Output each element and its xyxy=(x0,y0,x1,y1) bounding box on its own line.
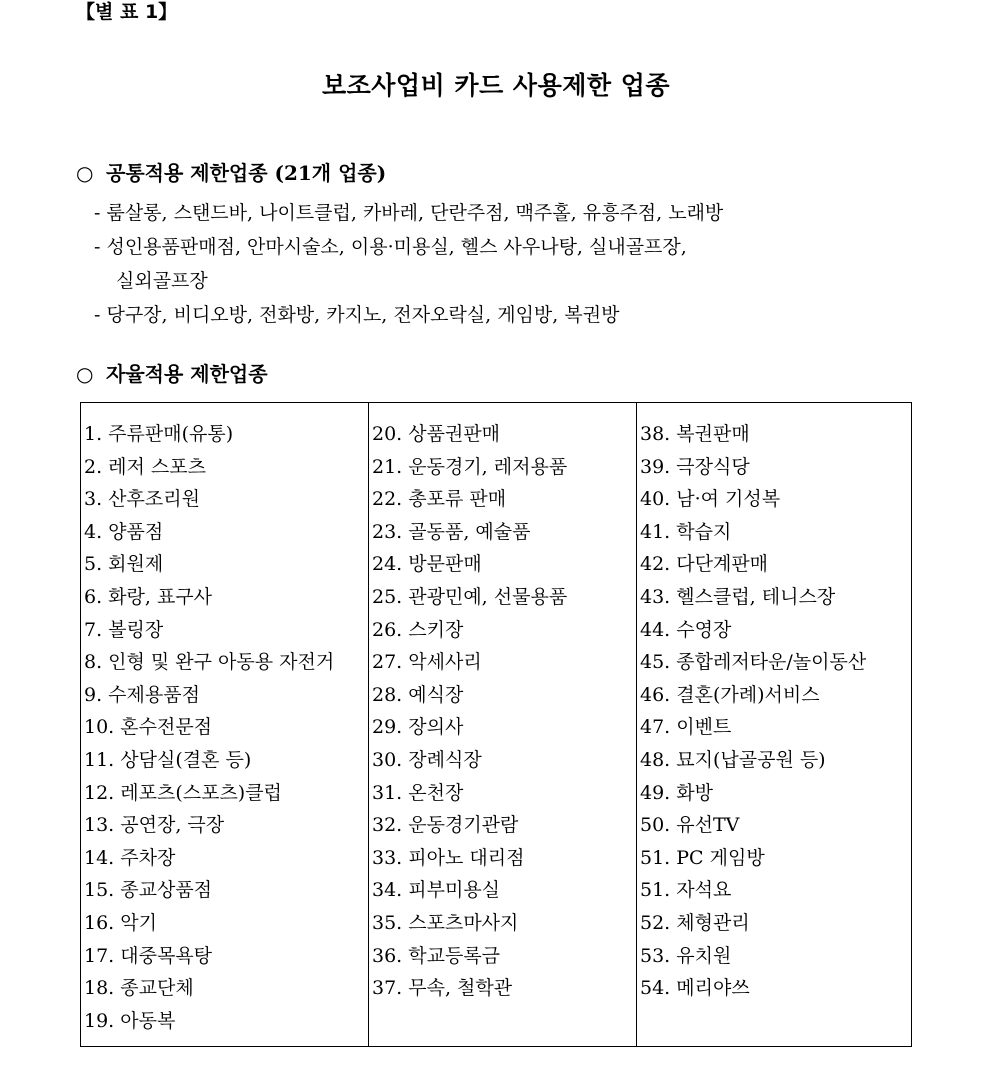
table-item: 3. 산후조리원 xyxy=(84,488,200,511)
common-section-title: 공통적용 제한업종 (21개 업종) xyxy=(106,161,387,185)
table-item: 53. 유치원 xyxy=(640,944,732,967)
table-item: 49. 화방 xyxy=(640,781,713,804)
table-item: 50. 유선TV xyxy=(640,814,740,837)
appendix-label: 【별 표 1】 xyxy=(76,1,178,23)
common-list-line: - 성인용품판매점, 안마시술소, 이용·미용실, 헬스 사우나탕, 실내골프장, xyxy=(94,236,687,258)
table-item: 5. 회원제 xyxy=(84,553,164,576)
table-item: 13. 공연장, 극장 xyxy=(84,814,225,837)
table-item: 14. 주차장 xyxy=(84,846,176,869)
table-item: 4. 양품점 xyxy=(84,520,164,543)
table-item: 1. 주류판매(유통) xyxy=(84,423,234,445)
table-item: 36. 학교등록금 xyxy=(372,944,501,967)
table-item: 11. 상담실(결혼 등) xyxy=(84,748,252,771)
voluntary-section-title: 자율적용 제한업종 xyxy=(106,362,268,386)
table-item: 41. 학습지 xyxy=(640,520,732,543)
table-item: 35. 스포츠마사지 xyxy=(372,911,519,934)
table-item: 22. 총포류 판매 xyxy=(372,488,507,511)
table-item: 28. 예식장 xyxy=(372,683,464,706)
table-item: 37. 무속, 철학관 xyxy=(372,977,513,1000)
table-item: 30. 장례식장 xyxy=(372,748,482,771)
table-item: 9. 수제용품점 xyxy=(84,683,200,706)
table-item: 29. 장의사 xyxy=(372,716,464,739)
table-item: 2. 레저 스포츠 xyxy=(84,455,206,478)
common-section-heading xyxy=(76,160,386,186)
table-item: 26. 스키장 xyxy=(372,618,464,641)
circle-bullet-icon: ○ xyxy=(76,161,94,185)
table-item: 52. 체형관리 xyxy=(640,911,750,934)
table-item: 24. 방문판매 xyxy=(372,553,482,576)
table-item: 17. 대중목욕탕 xyxy=(84,944,213,967)
table-item: 45. 종합레저타운/놀이동산 xyxy=(640,651,867,674)
table-item: 33. 피아노 대리점 xyxy=(372,846,525,869)
document-title: 보조사업비 카드 사용제한 업종 xyxy=(321,71,671,100)
table-item: 42. 다단계판매 xyxy=(640,553,769,576)
table-item: 38. 복권판매 xyxy=(640,423,750,445)
circle-bullet-icon: ○ xyxy=(76,362,94,386)
common-list-line: - 룸살롱, 스탠드바, 나이트클럽, 카바레, 단란주점, 맥주홀, 유흥주점, 노래방 xyxy=(94,202,724,224)
table-item: 51. 자석요 xyxy=(640,879,732,902)
table-item: 19. 아동복 xyxy=(84,1009,176,1032)
common-list-line: 실외골프장 xyxy=(116,270,208,292)
common-list-line: - 당구장, 비디오방, 전화방, 카지노, 전자오락실, 게임방, 복권방 xyxy=(94,304,620,326)
common-restriction-list xyxy=(94,196,723,332)
table-item: 51. PC 게임방 xyxy=(640,846,765,869)
table-item: 43. 헬스클럽, 테니스장 xyxy=(640,585,836,608)
table-item: 21. 운동경기, 레저용품 xyxy=(372,455,568,478)
table-item: 18. 종교단체 xyxy=(84,977,194,1000)
table-column-3 xyxy=(636,403,911,1046)
table-item: 10. 혼수전문점 xyxy=(84,716,213,739)
table-item: 12. 레포츠(스포츠)클럽 xyxy=(84,781,282,804)
table-item: 15. 종교상품점 xyxy=(84,879,213,902)
table-item: 48. 묘지(납골공원 등) xyxy=(640,748,826,771)
table-item: 34. 피부미용실 xyxy=(372,879,501,902)
table-item: 7. 볼링장 xyxy=(84,618,164,641)
table-item: 54. 메리야쓰 xyxy=(640,977,750,1000)
table-item: 47. 이벤트 xyxy=(640,716,732,739)
table-item: 25. 관광민예, 선물용품 xyxy=(372,585,568,608)
table-item: 40. 남·여 기성복 xyxy=(640,488,781,511)
table-column-2 xyxy=(368,403,636,1046)
table-item: 44. 수영장 xyxy=(640,618,732,641)
table-item: 20. 상품권판매 xyxy=(372,423,501,445)
table-column-1 xyxy=(81,403,368,1046)
table-item: 39. 극장식당 xyxy=(640,455,750,478)
voluntary-section-heading xyxy=(76,361,268,387)
table-item: 6. 화랑, 표구사 xyxy=(84,585,213,608)
table-item: 8. 인형 및 완구 아동용 자전거 xyxy=(84,651,335,674)
table-item: 46. 결혼(가례)서비스 xyxy=(640,683,820,706)
table-item: 16. 악기 xyxy=(84,911,157,934)
voluntary-restriction-table xyxy=(80,402,912,1047)
table-item: 32. 운동경기관람 xyxy=(372,814,519,837)
table-item: 23. 골동품, 예술품 xyxy=(372,520,531,543)
table-item: 31. 온천장 xyxy=(372,781,464,804)
table-item: 27. 악세사리 xyxy=(372,651,482,674)
